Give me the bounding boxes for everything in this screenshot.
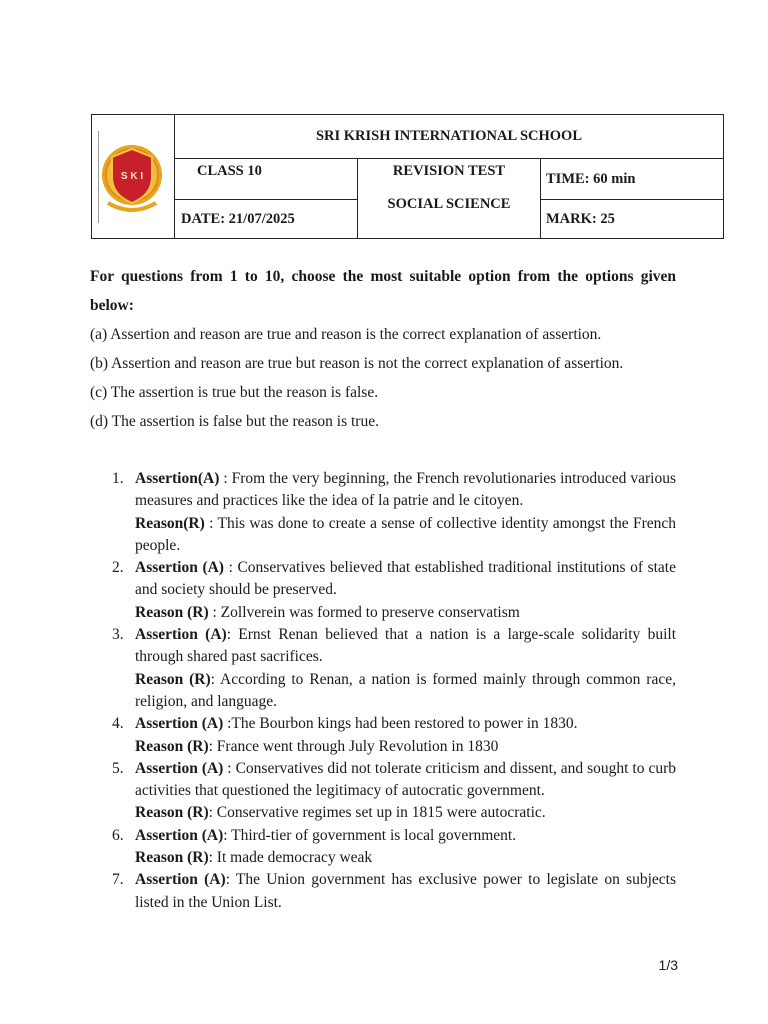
reason: Reason (R): It made democracy weak xyxy=(135,849,373,867)
reason: Reason (R): According to Renan, a nation is formed mainly through common race, religion, and language. xyxy=(135,670,676,710)
instructions-heading-line2: below: xyxy=(90,297,134,314)
option-c: (c) The assertion is true but the reason is false. xyxy=(90,384,379,401)
question-number: 6. xyxy=(112,826,124,844)
instructions-heading-line1: For questions from 1 to 10, choose the most suitable option from the options given xyxy=(90,268,676,285)
question-number: 4. xyxy=(112,715,124,733)
assertion: Assertion (A) : Conservatives believed that established traditional institutions of state and society should be preserved. xyxy=(135,559,676,599)
time-label: TIME: 60 min xyxy=(541,159,724,200)
logo-cell xyxy=(92,115,175,239)
date-label: DATE: 21/07/2025 xyxy=(175,200,358,239)
mark-label: MARK: 25 xyxy=(541,200,724,239)
option-d: (d) The assertion is false but the reason is true. xyxy=(90,413,379,430)
reason: Reason (R): France went through July Revolution in 1830 xyxy=(135,737,499,755)
question-number: 3. xyxy=(112,626,124,644)
reason: Reason (R): Conservative regimes set up in 1815 were autocratic. xyxy=(135,804,546,822)
question-number: 7. xyxy=(112,871,124,889)
question-6 xyxy=(90,825,676,870)
logo-text: S K I xyxy=(120,171,144,182)
test-cell xyxy=(358,159,541,239)
assertion: Assertion (A) :The Bourbon kings had been restored to power in 1830. xyxy=(135,715,578,733)
question-4 xyxy=(90,713,676,758)
assertion: Assertion (A): Third-tier of government is local government. xyxy=(135,826,517,844)
reason: Reason (R) : Zollverein was formed to preserve conservatism xyxy=(135,603,520,621)
reason: Reason(R) : This was done to create a sense of collective identity amongst the French people. xyxy=(135,514,676,554)
school-name: SRI KRISH INTERNATIONAL SCHOOL xyxy=(175,115,724,159)
subject-title: SOCIAL SCIENCE xyxy=(387,196,511,212)
header-table xyxy=(91,114,724,239)
page-number: 1/3 xyxy=(658,957,678,973)
class-label: CLASS 10 xyxy=(175,159,358,200)
assertion: Assertion (A): The Union government has exclusive power to legislate on subjects listed in the Union List. xyxy=(135,871,677,911)
assertion: Assertion(A) : From the very beginning, the French revolutionaries introduced various measures and practices like the idea of la patrie and le citoyen. xyxy=(135,470,676,510)
question-7 xyxy=(90,869,676,914)
assertion: Assertion (A) : Conservatives did not tolerate criticism and dissent, and sought to curb activities that questioned the legitimacy of autocratic government. xyxy=(135,759,676,800)
assertion: Assertion (A): Ernst Renan believed that a nation is a large-scale solidarity built through shared past sacrifices. xyxy=(135,626,677,666)
question-number: 1. xyxy=(112,470,124,487)
question-1 xyxy=(90,468,676,557)
option-b: (b) Assertion and reason are true but reason is not the correct explanation of assertion. xyxy=(90,355,624,372)
question-number: 5. xyxy=(112,759,124,777)
instructions xyxy=(90,262,676,436)
question-number: 2. xyxy=(112,559,124,577)
question-2 xyxy=(90,557,676,624)
question-5 xyxy=(90,758,676,825)
question-3 xyxy=(90,624,676,713)
option-a: (a) Assertion and reason are true and reason is the correct explanation of assertion. xyxy=(90,326,602,343)
school-logo xyxy=(98,131,164,223)
question-list xyxy=(90,468,676,914)
test-title: REVISION TEST xyxy=(392,163,506,179)
instructions-heading xyxy=(90,262,676,320)
